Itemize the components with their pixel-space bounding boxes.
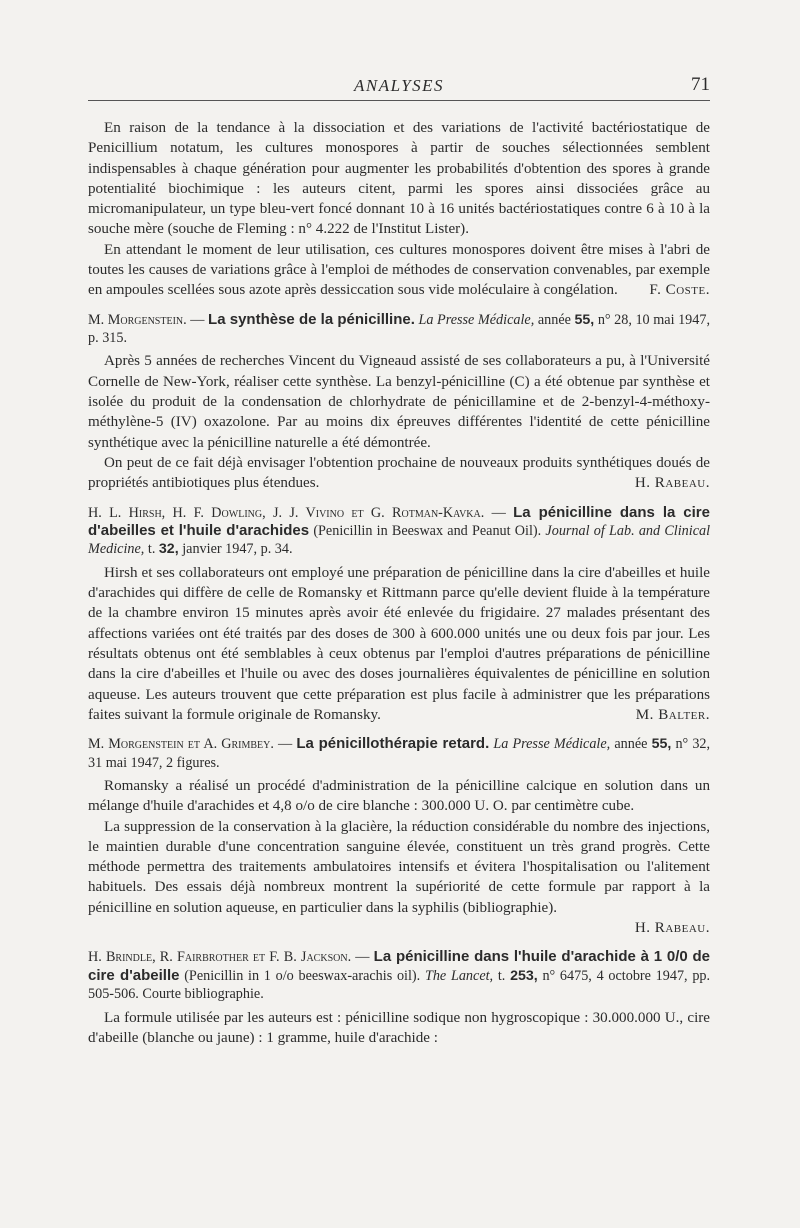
- ref-detail: n° 28, 10 mai 1947, p. 315.: [88, 311, 711, 347]
- ref-detail: n° 6475, 4 octobre 1947, pp. 505-506. Courte bibliographie.: [88, 967, 711, 1003]
- article-reference: [88, 948, 710, 1003]
- ref-detail: janvier 1947, p. 34.: [182, 541, 293, 558]
- abstract-paragraph: [88, 563, 710, 725]
- abstract-entry: [88, 948, 710, 1048]
- signature: H. Rabeau.: [634, 920, 710, 937]
- page-number: 71: [691, 74, 710, 95]
- ref-detail: (Penicillin in Beeswax and Peanut Oil).: [313, 522, 542, 539]
- journal-volume: 55,: [574, 311, 595, 328]
- journal-name: La Presse Médicale,: [493, 736, 611, 753]
- abstract-paragraph: La suppression de la conservation à la glacière, la réduction considérable du nombre des injections, le maintien durable d'une concentration sanguine élevée, constituent un très grand progrès. Cette méthode permettra des traitements ambulatoires intensifs et évitera l'hospitalisation ou l'alitement habituels. Des essais déjà nombreux montrent la supériorité de cette formule par rapport à la pénicilline en solution aqueuse, en particulier dans la syphilis (bibliographie).: [88, 818, 710, 916]
- ref-detail: année: [614, 736, 648, 753]
- abstract-entry: [88, 735, 710, 938]
- paragraph-text: On peut de ce fait déjà envisager l'obtention prochaine de nouveaux produits synthétiques doués de propriétés antibiotiques plus étendues.: [88, 454, 710, 492]
- signature: F. Coste.: [649, 282, 710, 299]
- article-authors: M. Morgenstein et A. Grimbey. —: [88, 736, 293, 753]
- continuation-paragraph: En raison de la tendance à la dissociation et des variations de l'activité bactériostatique de Penicillium notatum, les cultures monospores à partir de souches sélectionnées semblent indispensables à chaque génération pour augmenter les probabilités d'obtention des spores à grande potentialité biochimique : les auteurs citent, parmi les spores ainsi dissociées grâce au micromanipulateur, un type bleu-vert foncé donnant 10 à 16 unités bactériostatiques contre 6 à 10 à la souche mère (souche de Fleming : n° 4.222 de l'Institut Lister).: [88, 120, 710, 238]
- ref-detail: (Penicillin in 1 o/o beeswax-arachis oil).: [184, 967, 421, 984]
- journal-volume: 253,: [510, 967, 538, 984]
- journal-name: La Presse Médicale,: [418, 311, 535, 328]
- continuation-paragraph: [88, 240, 710, 301]
- paragraph-text: Hirsh et ses collaborateurs ont employé une préparation de pénicilline dans la cire d'abeilles et huile d'arachides qui diffère de celle de Romansky et Rittmann parce qu'elle devient fluide à la température de la chambre environ 15 minutes après avoir été enlevée du frigidaire. 27 malades présentant des affections variées ont été traités par des doses de 300 à 600.000 unités une ou deux fois par jour. Les résultats obtenus ont été semblables à ceux obtenus par l'emploi d'autres préparations de pénicilline dans la cire d'abeilles et l'huile ou avec des doses journalières équivalentes de pénicilline en solution aqueuse. Les auteurs trouvent que cette préparation est plus facile à administrer que les préparations faites suivant la formule originale de Romansky.: [88, 564, 710, 723]
- abstract-paragraph: [88, 453, 710, 494]
- header-rule: [88, 100, 710, 101]
- ref-detail: t.: [497, 967, 506, 984]
- journal-volume: 55,: [651, 736, 672, 753]
- article-title: La synthèse de la pénicilline.: [208, 310, 415, 328]
- paragraph-text: En attendant le moment de leur utilisation, ces cultures monospores doivent être mises à l'abri de toutes les causes de variations grâce à l'emploi de méthodes de conservation convenables, par exemple en ampoules scellées sous azote après dessiccation sous vide moléculaire à congélation.: [88, 241, 710, 299]
- abstract-entry: [88, 504, 710, 726]
- article-authors: H. L. Hirsh, H. F. Dowling, J. J. Vivino et G. Rotman-Kavka. —: [88, 504, 506, 521]
- page-content: [88, 118, 710, 1048]
- article-reference: [88, 504, 710, 559]
- article-title: La pénicilline dans l'huile d'arachide à 1 0/0 de cire d'abeille: [88, 948, 711, 984]
- article-title: La pénicilline dans la cire d'abeilles et l'huile d'arachides: [88, 503, 710, 539]
- article-reference: [88, 735, 710, 772]
- journal-name: The Lancet,: [424, 967, 494, 984]
- article-title: La pénicillothérapie retard.: [296, 735, 490, 753]
- abstract-paragraph: Après 5 années de recherches Vincent du Vigneaud assisté de ses collaborateurs a pu, à l'Université Cornelle de New-York, réaliser cette synthèse. La benzyl-pénicilline (C) a été obtenue par synthèse et isolée du produit de la condensation de chlorhydrate de pénicillamine et de 2-benzyl-4-méthoxy-méthylène-5 (IV) oxazolone. Par au moins dix épreuves différentes l'identité de cette pénicilline synthétique avec la pénicilline naturelle a été démontrée.: [88, 353, 710, 451]
- journal-volume: 32,: [158, 541, 179, 558]
- page-header: [88, 74, 710, 100]
- article-authors: M. Morgenstein. —: [88, 311, 205, 328]
- signature: M. Balter.: [635, 706, 710, 723]
- ref-detail: t.: [147, 541, 156, 558]
- running-title: ANALYSES: [353, 76, 445, 95]
- ref-detail: année: [537, 311, 571, 328]
- signature: H. Rabeau.: [634, 475, 710, 492]
- abstract-paragraph: La formule utilisée par les auteurs est : pénicilline sodique non hygroscopique : 30.000.000 U., cire d'abeille (blanche ou jaune) : 1 gramme, huile d'arachide :: [88, 1009, 710, 1046]
- abstract-paragraph: Romansky a réalisé un procédé d'administration de la pénicilline calcique en solution dans un mélange d'huile d'arachides et 4,8 o/o de cire blanche : 300.000 U. O. par centimètre cube.: [88, 777, 710, 815]
- article-authors: H. Brindle, R. Fairbrother et F. B. Jackson. —: [88, 949, 370, 966]
- abstract-entry: [88, 311, 710, 494]
- journal-name: Journal of Lab. and Clinical Medicine,: [88, 522, 711, 558]
- article-reference: [88, 311, 710, 348]
- ref-detail: n° 32, 31 mai 1947, 2 figures.: [88, 736, 711, 771]
